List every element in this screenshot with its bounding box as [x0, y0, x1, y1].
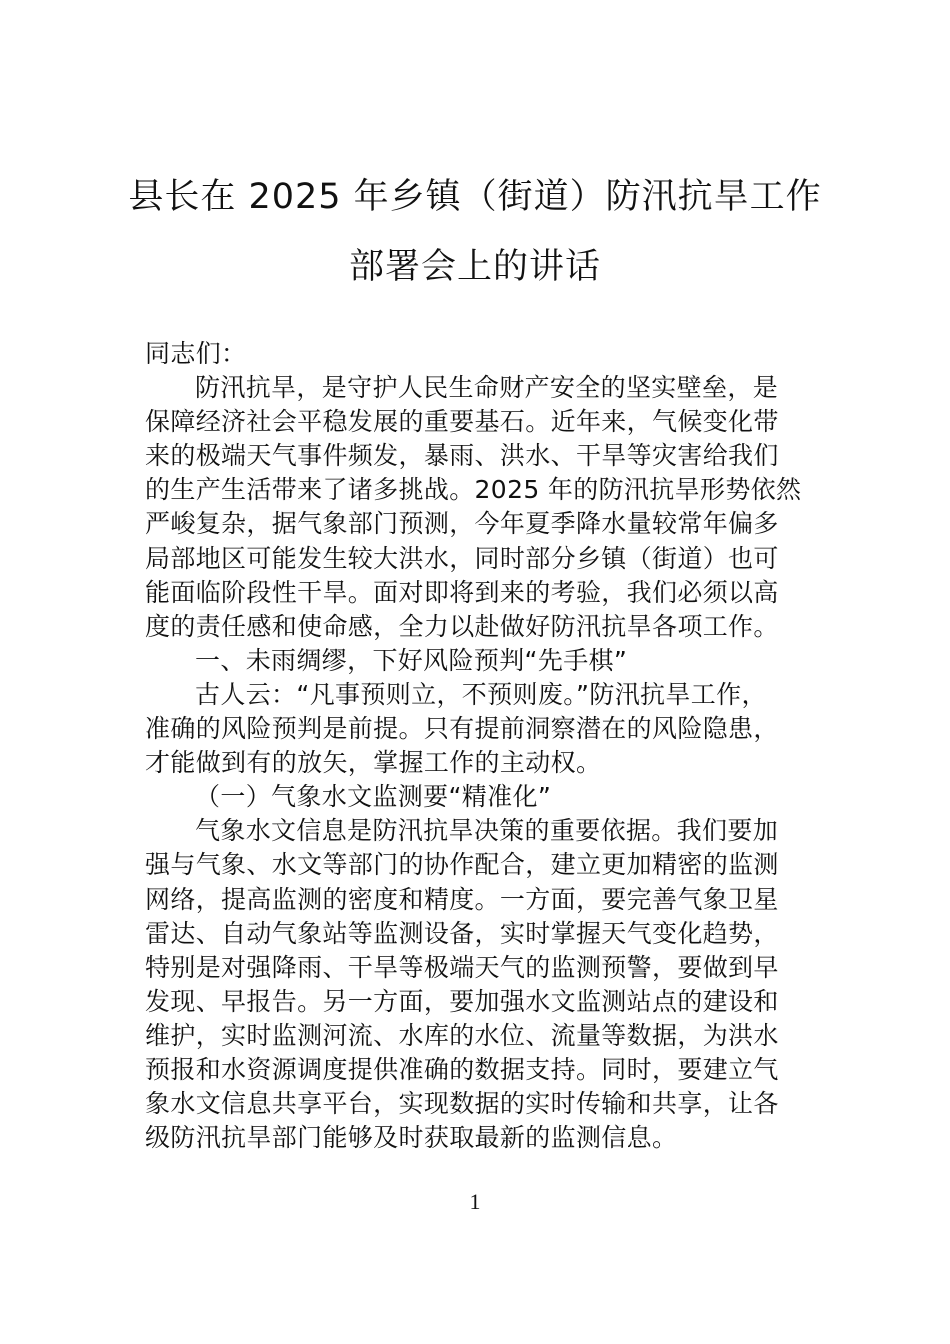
paragraph-line: 级防汛抗旱部门能够及时获取最新的监测信息。: [145, 1123, 678, 1153]
paragraph-line: 来的极端天气事件频发，暴雨、洪水、干旱等灾害给我们: [145, 441, 779, 471]
paragraph-line: 防汛抗旱，是守护人民生命财产安全的坚实壁垒，是: [195, 373, 779, 403]
paragraph-line: 强与气象、水文等部门的协作配合，建立更加精密的监测: [145, 850, 779, 880]
paragraph-line: 发现、早报告。另一方面，要加强水文监测站点的建设和: [145, 986, 779, 1016]
paragraph-line: 预报和水资源调度提供准确的数据支持。同时，要建立气: [145, 1054, 779, 1084]
document-title-line-2: 部署会上的讲话: [348, 247, 601, 287]
subsection-heading: （一）气象水文监测要“精准化”: [195, 782, 552, 812]
paragraph-line: 维护，实时监测河流、水库的水位、流量等数据，为洪水: [145, 1020, 779, 1050]
paragraph-line: 局部地区可能发生较大洪水，同时部分乡镇（街道）也可: [145, 543, 779, 573]
paragraph-line: 保障经济社会平稳发展的重要基石。近年来，气候变化带: [145, 407, 779, 437]
document-body: [145, 337, 835, 1155]
paragraph-line: 象水文信息共享平台，实现数据的实时传输和共享，让各: [145, 1089, 779, 1119]
salutation: 同志们：: [145, 339, 247, 368]
section-heading: 一、未雨绸缪，下好风险预判“先手棋”: [195, 645, 628, 675]
paragraph-line: 网络，提高监测的密度和精度。一方面，要完善气象卫星: [145, 884, 779, 914]
paragraph-line: 特别是对强降雨、干旱等极端天气的监测预警，要做到早: [145, 952, 779, 982]
document-title-line-1: 县长在 2025 年乡镇（街道）防汛抗旱工作: [128, 177, 822, 217]
paragraph-line: 气象水文信息是防汛抗旱决策的重要依据。我们要加: [195, 816, 779, 846]
paragraph-line: 才能做到有的放矢，掌握工作的主动权。: [145, 748, 602, 778]
paragraph-line: 准确的风险预判是前提。只有提前洞察潜在的风险隐患，: [145, 714, 779, 744]
page-number: 1: [469, 1189, 481, 1214]
paragraph-line: 雷达、自动气象站等监测设备，实时掌握天气变化趋势，: [145, 918, 779, 948]
paragraph-line: 严峻复杂，据气象部门预测，今年夏季降水量较常年偏多: [145, 509, 779, 539]
paragraph-line: 的生产生活带来了诸多挑战。2025 年的防汛抗旱形势依然: [145, 475, 802, 505]
paragraph-line: 度的责任感和使命感，全力以赴做好防汛抗旱各项工作。: [145, 611, 779, 641]
paragraph-line: 能面临阶段性干旱。面对即将到来的考验，我们必须以高: [145, 577, 779, 607]
paragraph-line: 古人云：“凡事预则立，不预则废。”防汛抗旱工作，: [195, 679, 767, 709]
